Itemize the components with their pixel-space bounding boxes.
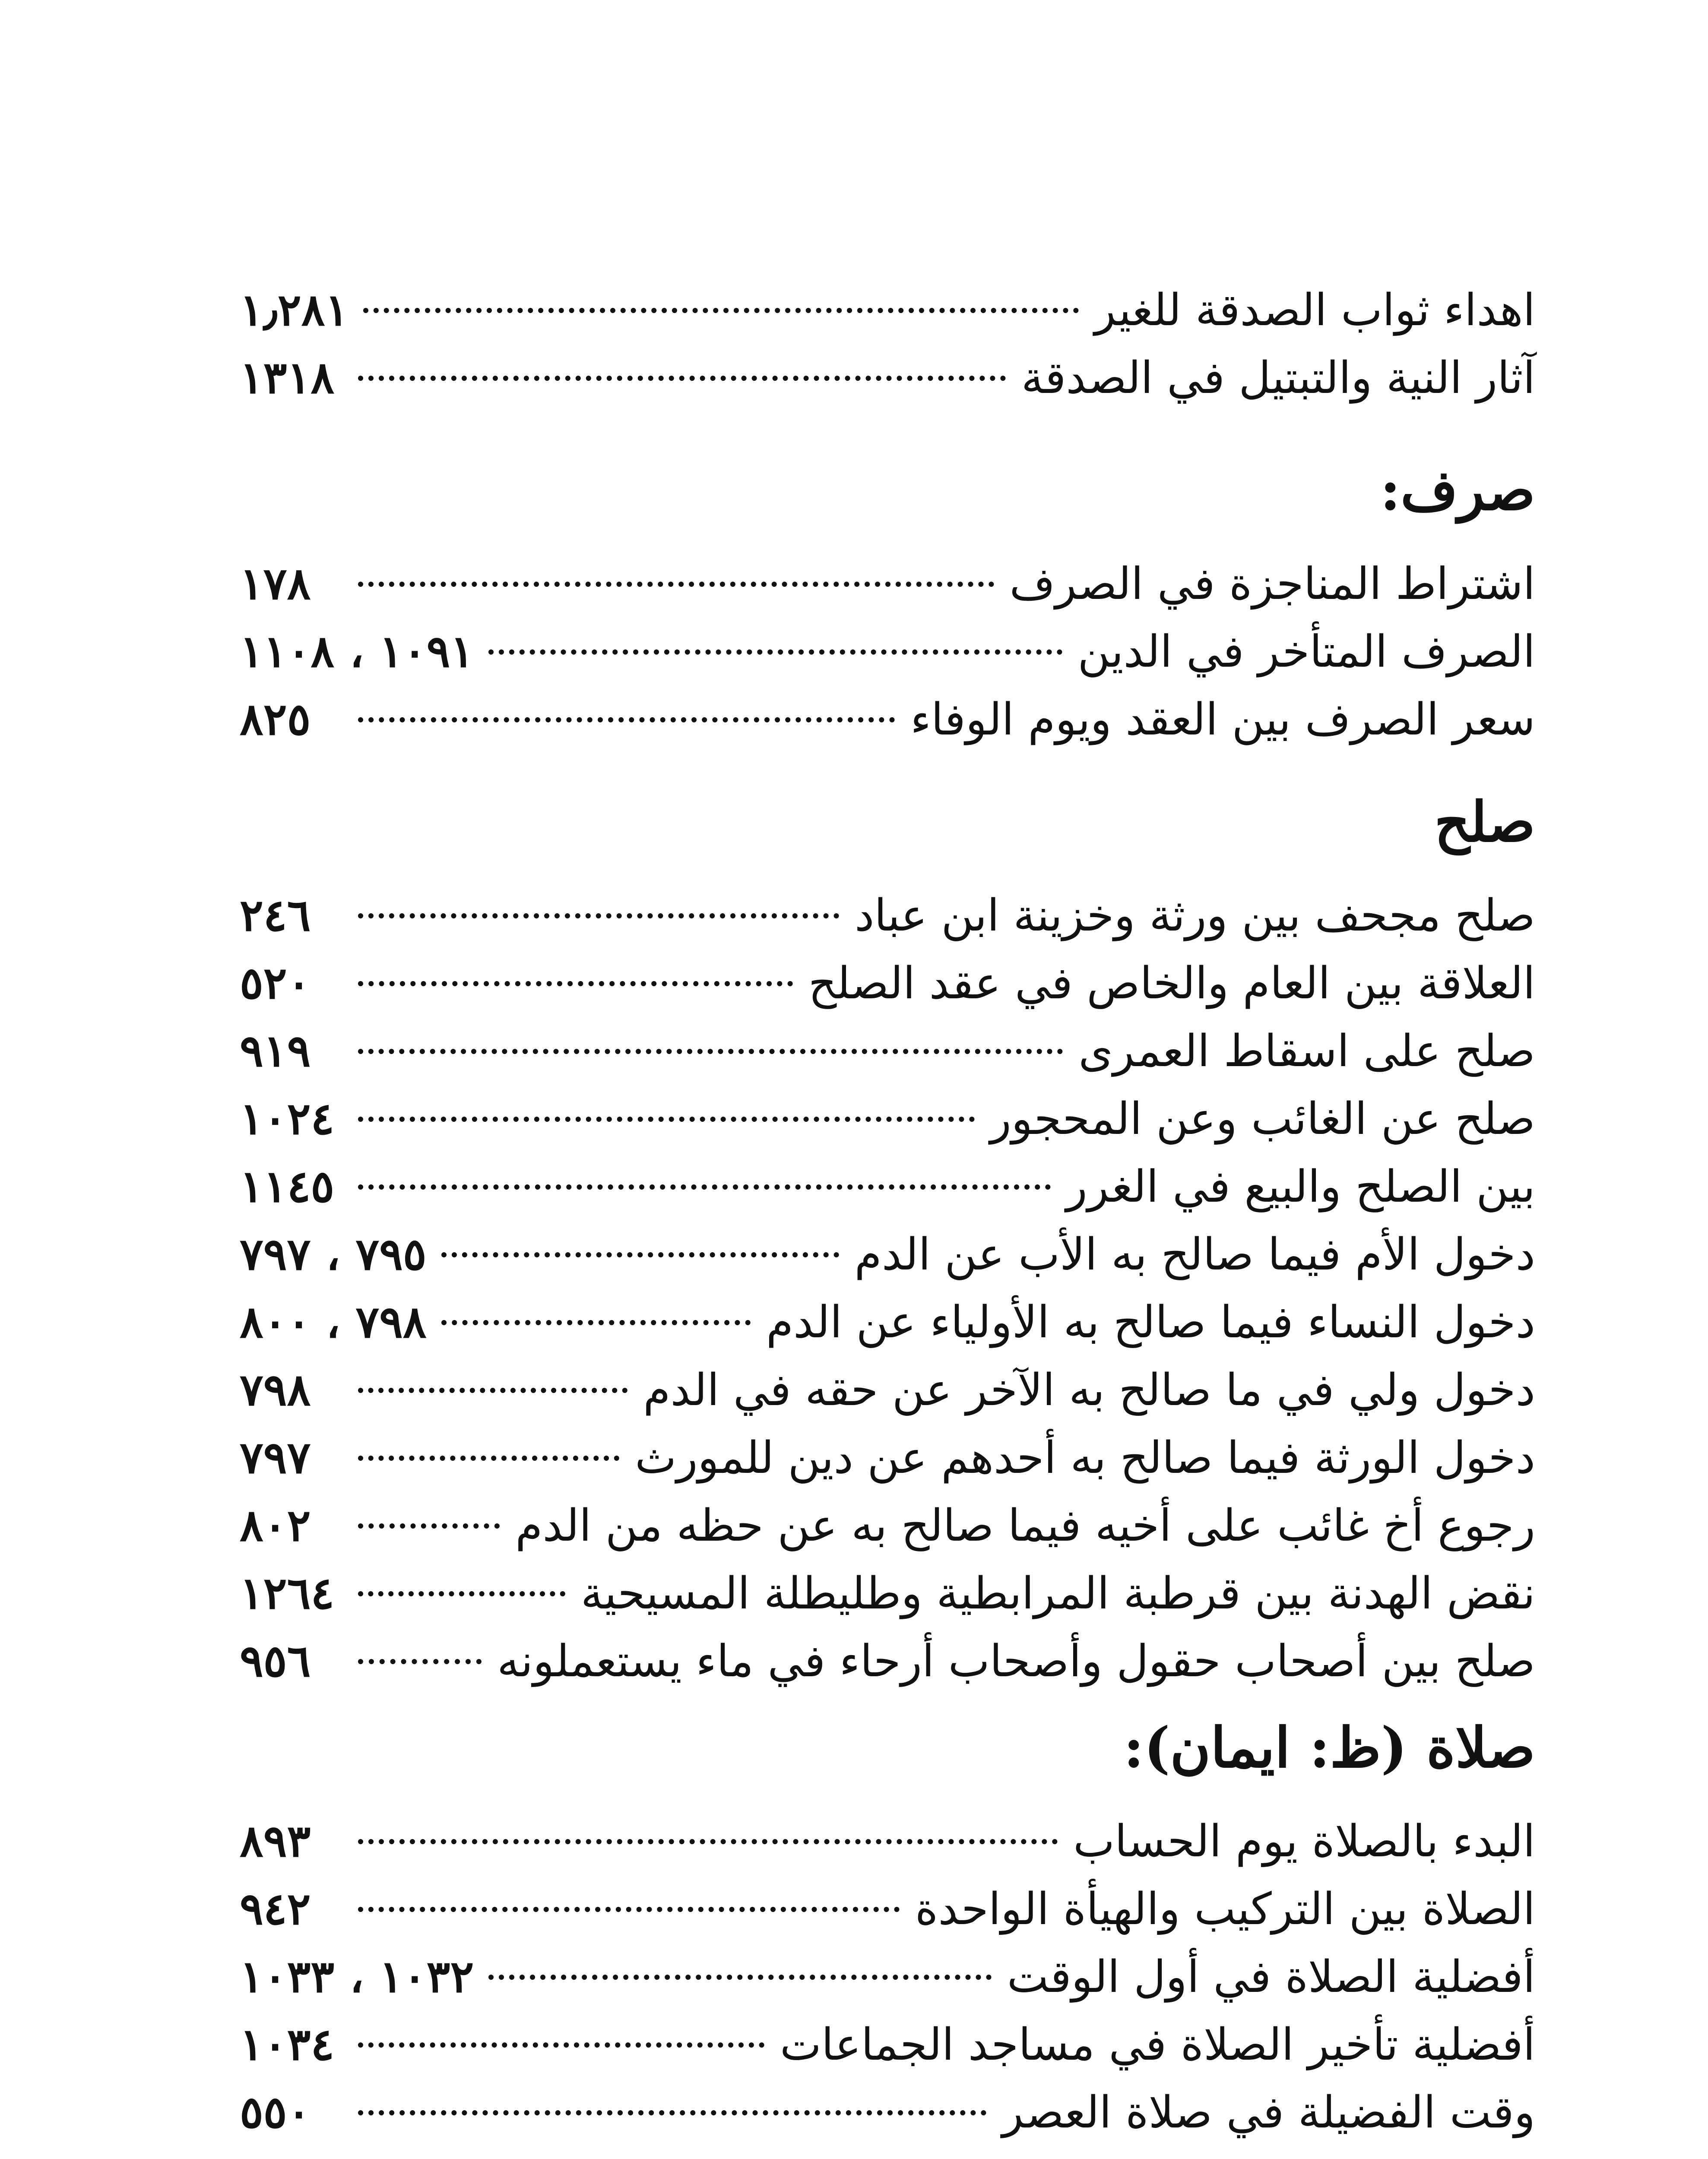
index-entry bbox=[240, 1424, 1535, 1492]
index-entry bbox=[240, 2079, 1535, 2146]
dot-leader bbox=[358, 1650, 482, 1664]
entry-page-number: ١٫٢٨١ bbox=[240, 284, 349, 336]
dot-leader bbox=[488, 1966, 992, 1980]
entry-page-number: ١٣١٨ bbox=[240, 352, 335, 404]
index-entry bbox=[240, 686, 1535, 753]
index-entry bbox=[240, 950, 1535, 1017]
index-entry bbox=[240, 1356, 1535, 1424]
entry-page-number: ١٠٩١ ، ١١٠٨ bbox=[240, 626, 474, 677]
section-sarf bbox=[240, 458, 1535, 753]
entry-title: العلاقة بين العام والخاص في عقد الصلح bbox=[808, 958, 1535, 1009]
entry-page-number: ٥٥٠ bbox=[240, 2086, 311, 2138]
index-entry bbox=[240, 276, 1535, 344]
entry-title: آثار النية والتبتيل في الصدقة bbox=[1021, 352, 1535, 404]
dot-leader bbox=[358, 573, 994, 587]
index-entry bbox=[240, 1153, 1535, 1221]
dot-leader bbox=[358, 972, 793, 986]
entry-title: صلح على اسقاط العمرى bbox=[1078, 1026, 1535, 1077]
entry-page-number: ٧٩٨ ، ٨٠٠ bbox=[240, 1296, 427, 1348]
section-sadaqa-continued bbox=[240, 276, 1535, 412]
dot-leader bbox=[358, 709, 895, 722]
dot-leader bbox=[358, 2034, 764, 2048]
section-sulh bbox=[240, 790, 1535, 1695]
entry-page-number: ٩٥٦ bbox=[240, 1635, 311, 1687]
index-entry bbox=[240, 1627, 1535, 1695]
dot-leader bbox=[363, 299, 1079, 313]
entry-title: اهداء ثواب الصدقة للغير bbox=[1094, 285, 1535, 336]
entry-page-number: ٨٠٢ bbox=[240, 1500, 311, 1551]
entry-page-number: ١٢٦٤ bbox=[240, 1567, 335, 1619]
entry-title: البدء بالصلاة يوم الحساب bbox=[1073, 1816, 1535, 1867]
entry-page-number: ١٠٢٤ bbox=[240, 1093, 335, 1145]
index-entry bbox=[240, 882, 1535, 950]
section-salat bbox=[240, 1716, 1535, 2146]
index-entry bbox=[240, 1017, 1535, 1085]
entry-page-number: ٥٢٠ bbox=[240, 957, 311, 1009]
entry-title: صلح مجحف بين ورثة وخزينة ابن عباد bbox=[854, 890, 1535, 941]
entry-title: صلح بين أصحاب حقول وأصحاب أرحاء في ماء يستعملونه bbox=[497, 1636, 1535, 1687]
index-entry bbox=[240, 1085, 1535, 1153]
section-spacer bbox=[240, 753, 1535, 795]
entry-title: دخول الأم فيما صالح به الأب عن الدم bbox=[854, 1229, 1535, 1280]
entry-title: دخول النساء فيما صالح به الأولياء عن الدم bbox=[766, 1297, 1535, 1348]
entry-title: بين الصلح والبيع في الغرر bbox=[1066, 1161, 1535, 1212]
dot-leader bbox=[358, 367, 1006, 381]
entry-title: نقض الهدنة بين قرطبة المرابطية وطليطلة المسيحية bbox=[580, 1568, 1535, 1619]
entry-page-number: ١١٤٥ bbox=[240, 1161, 335, 1212]
index-entry bbox=[240, 618, 1535, 686]
entry-title: أفضلية تأخير الصلاة في مساجد الجماعات bbox=[780, 2019, 1535, 2070]
dot-leader bbox=[358, 1108, 975, 1122]
entry-title: صلح عن الغائب وعن المحجور bbox=[990, 1093, 1535, 1145]
dot-leader bbox=[441, 1311, 751, 1325]
entry-page-number: ١٠٣٤ bbox=[240, 2019, 335, 2070]
dot-leader bbox=[358, 905, 839, 918]
entry-title: سعر الصرف بين العقد ويوم الوفاء bbox=[910, 694, 1535, 745]
entry-page-number: ٧٩٨ bbox=[240, 1364, 311, 1416]
dot-leader bbox=[358, 1040, 1063, 1054]
dot-leader bbox=[358, 1379, 627, 1393]
entry-page-number: ٧٩٥ ، ٧٩٧ bbox=[240, 1228, 427, 1280]
entry-page-number: ٩٤٢ bbox=[240, 1883, 311, 1935]
dot-leader bbox=[358, 1176, 1051, 1190]
index-entry bbox=[240, 344, 1535, 412]
dot-leader bbox=[358, 1583, 565, 1596]
entry-title: دخول ولي في ما صالح به الآخر عن حقه في الدم bbox=[643, 1364, 1535, 1416]
section-heading: صلاة (ظ: ايمان): bbox=[1123, 1716, 1535, 1780]
section-heading: صلح bbox=[1434, 790, 1535, 855]
index-list bbox=[240, 276, 1535, 2146]
section-heading: صرف: bbox=[1380, 458, 1535, 523]
entry-title: وقت الفضيلة في صلاة العصر bbox=[1002, 2087, 1535, 2138]
index-entry bbox=[240, 1943, 1535, 2011]
entry-page-number: ٨٢٥ bbox=[240, 693, 311, 745]
entry-title: دخول الورثة فيما صالح به أحدهم عن دين للمورث bbox=[635, 1432, 1535, 1484]
section-spacer bbox=[240, 412, 1535, 463]
entry-page-number: ٢٤٦ bbox=[240, 890, 311, 941]
dot-leader bbox=[358, 1447, 619, 1461]
entry-page-number: ٩١٩ bbox=[240, 1025, 311, 1077]
dot-leader bbox=[358, 1898, 900, 1912]
entry-title: الصرف المتأخر في الدين bbox=[1077, 626, 1535, 677]
index-entry bbox=[240, 1875, 1535, 1943]
index-entry bbox=[240, 1560, 1535, 1627]
index-entry bbox=[240, 1288, 1535, 1356]
index-entry bbox=[240, 1492, 1535, 1560]
entry-title: أفضلية الصلاة في أول الوقت bbox=[1007, 1951, 1535, 2003]
index-entry bbox=[240, 2011, 1535, 2079]
dot-leader bbox=[358, 1515, 500, 1529]
index-entry bbox=[240, 1221, 1535, 1288]
entry-page-number: ١٠٣٢ ، ١٠٣٣ bbox=[240, 1951, 474, 2003]
entry-page-number: ٧٩٧ bbox=[240, 1432, 311, 1484]
entry-title: رجوع أخ غائب على أخيه فيما صالح به عن حظه من الدم bbox=[515, 1500, 1535, 1551]
dot-leader bbox=[358, 1830, 1058, 1844]
dot-leader bbox=[488, 641, 1062, 655]
index-entry bbox=[240, 1808, 1535, 1875]
entry-title: الصلاة بين التركيب والهيأة الواحدة bbox=[915, 1884, 1535, 1935]
entry-page-number: ٨٩٣ bbox=[240, 1815, 311, 1867]
entry-page-number: ١٧٨ bbox=[240, 558, 311, 610]
index-entry bbox=[240, 550, 1535, 618]
dot-leader bbox=[358, 2102, 986, 2115]
dot-leader bbox=[441, 1244, 839, 1257]
entry-title: اشتراط المناجزة في الصرف bbox=[1009, 558, 1535, 610]
